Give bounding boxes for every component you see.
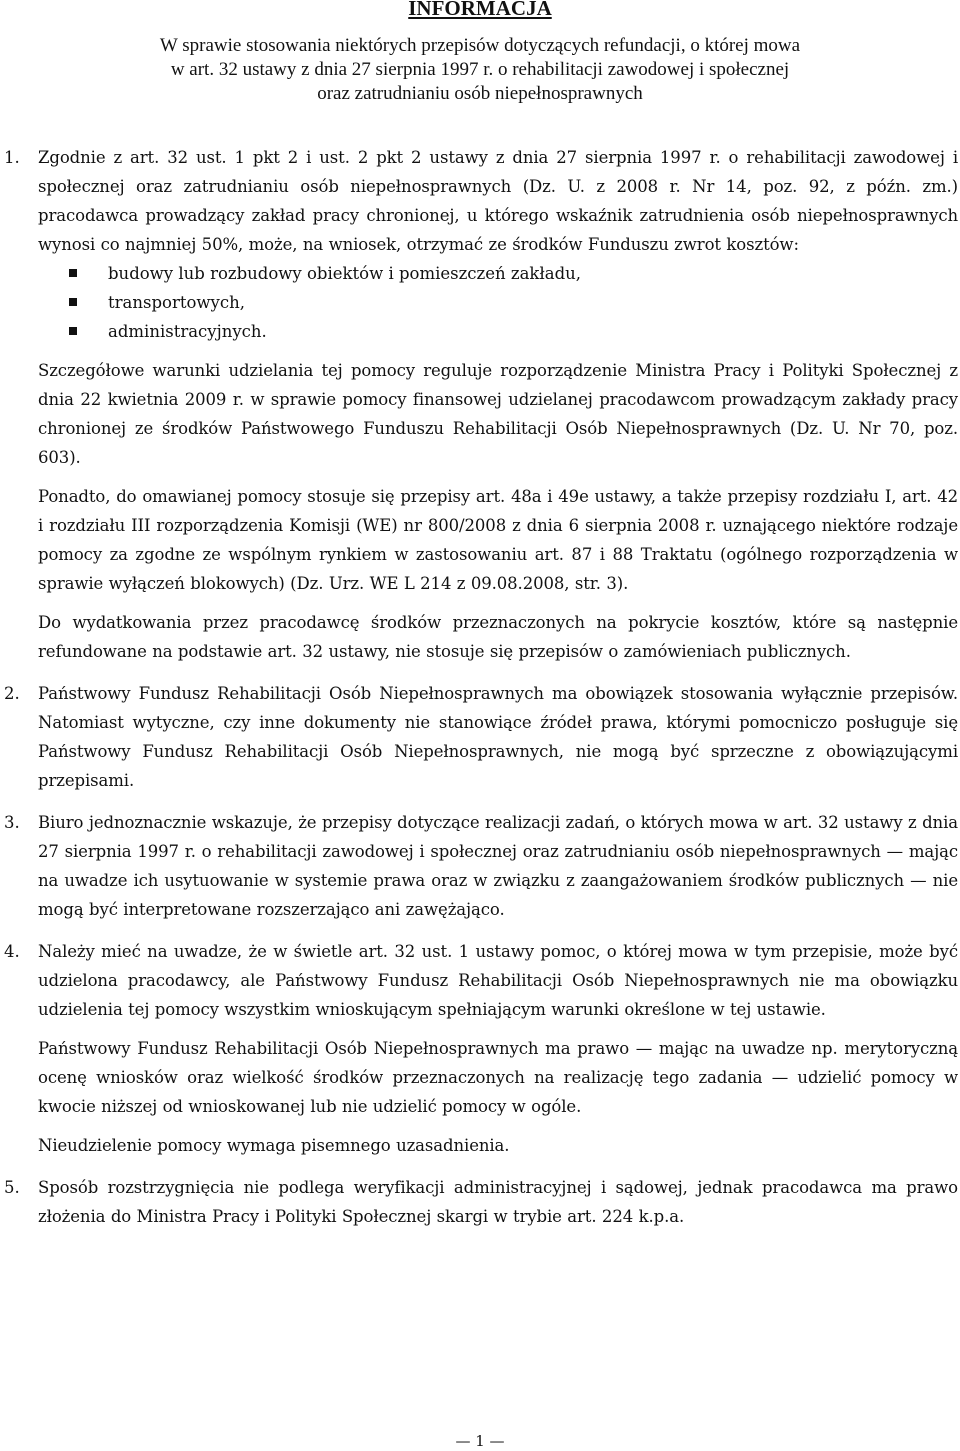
paragraph: Do wydatkowania przez pracodawcę środków przeznaczonych na pokrycie kosztów, które są następnie refundowane na podstawie art. 32 ustawy, nie stosuje się przepisów o zamówieniach publicznych. (38, 613, 958, 661)
list-item-text: administracyjnych. (108, 322, 267, 341)
paragraph: Biuro jednoznacznie wskazuje, że przepisy dotyczące realizacji zadań, o których mowa w art. 32 ustawy z dnia 27 sierpnia 1997 r. o rehabilitacji zawodowej i społecznej oraz zatrudnianiu osób niepełnosprawnych — mając na uwadze ich usytuowanie w systemie prawa oraz w związku z zaangażowaniem środków publicznych — nie mogą być interpretowane rozszerzająco ani zawężająco. (38, 813, 958, 919)
paragraph: Sposób rozstrzygnięcia nie podlega weryfikacji administracyjnej i sądowej, jednak pracodawca ma prawo złożenia do Ministra Pracy i Polityki Społecznej skargi w trybie art. 224 k.p.a. (38, 1178, 958, 1226)
section-1 (0, 143, 960, 666)
paragraph: Szczegółowe warunki udzielania tej pomocy reguluje rozporządzenie Ministra Pracy i Polityki Społecznej z dnia 22 kwietnia 2009 r. w sprawie pomocy finansowej udzielanej pracodawcom prowadzącym zakłady pracy chronionej ze środków Państwowego Funduszu Rehabilitacji Osób Niepełnosprawnych (Dz. U. Nr 70, poz. 603). (38, 361, 958, 467)
paragraph: Nieudzielenie pomocy wymaga pisemnego uzasadnienia. (38, 1136, 510, 1155)
paragraph: Zgodnie z art. 32 ust. 1 pkt 2 i ust. 2 pkt 2 ustawy z dnia 27 sierpnia 1997 r. o rehabilitacji zawodowej i społecznej oraz zatrudnianiu osób niepełnosprawnych (Dz. U. z 2008 r. Nr 14, poz. 92, z późn. zm.) pracodawca prowadzący zakład pracy chronionej, u którego wskaźnik zatrudnienia osób niepełnosprawnych wynosi co najmniej 50%, może, na wniosek, otrzymać ze środków Funduszu zwrot kosztów: (38, 148, 958, 254)
section-2 (0, 679, 960, 795)
section-number: 2. (4, 684, 20, 703)
list-item-text: budowy lub rozbudowy obiektów i pomieszczeń zakładu, (108, 264, 582, 283)
paragraph: Państwowy Fundusz Rehabilitacji Osób Niepełnosprawnych ma prawo — mając na uwadze np. merytoryczną ocenę wniosków oraz wielkość środków przeznaczonych na realizację tego zadania — udzielić pomocy w kwocie niższej od wnioskowanej lub nie udzielić pomocy w ogóle. (38, 1039, 958, 1116)
list-item (69, 288, 958, 317)
paragraph: Należy mieć na uwadze, że w świetle art. 32 ust. 1 ustawy pomoc, o której mowa w tym przepisie, może być udzielona pracodawcy, ale Państwowy Fundusz Rehabilitacji Osób Niepełnosprawnych nie ma obowiązku udzielenia tej pomocy wszystkim wnioskującym spełniającym warunki określone w tej ustawie. (38, 942, 958, 1019)
paragraph: Państwowy Fundusz Rehabilitacji Osób Niepełnosprawnych ma obowiązek stosowania wyłącznie przepisów. Natomiast wytyczne, czy inne dokumenty nie stanowiące źródeł prawa, którymi pomocniczo posługuje się Państwowy Fundusz Rehabilitacji Osób Niepełnosprawnych, nie mogą być sprzeczne z obowiązującymi przepisami. (38, 684, 958, 790)
list-item (69, 259, 958, 288)
document-subtitle (60, 34, 900, 106)
square-bullet-icon (69, 298, 77, 306)
section-number: 4. (4, 942, 20, 961)
section-4 (0, 937, 960, 1160)
list-item-text: transportowych, (108, 293, 245, 312)
document-body (0, 143, 960, 1231)
subtitle-line: oraz zatrudnianiu osób niepełnosprawnych (317, 83, 643, 104)
square-bullet-icon (69, 269, 77, 277)
section-number: 3. (4, 813, 20, 832)
subtitle-line: W sprawie stosowania niektórych przepisów dotyczących refundacji, o której mowa (159, 35, 801, 56)
page-number: — 1 — (455, 1432, 505, 1450)
paragraph: Ponadto, do omawianej pomocy stosuje się przepisy art. 48a i 49e ustawy, a także przepisy rozdziału I, art. 42 i rozdziału III rozporządzenia Komisji (WE) nr 800/2008 z dnia 6 sierpnia 2008 r. uznającego niektóre rodzaje pomocy za zgodne ze wspólnym rynkiem w zastosowaniu art. 87 i 88 Traktatu (ogólnego rozporządzenia w sprawie wyłączeń blokowych) (Dz. Urz. WE L 214 z 09.08.2008, str. 3). (38, 487, 958, 593)
list-item (69, 317, 958, 346)
cost-list (38, 259, 958, 346)
section-3 (0, 808, 960, 924)
section-number: 5. (4, 1178, 20, 1197)
document-title: INFORMACJA (408, 0, 552, 20)
section-number: 1. (4, 148, 20, 167)
subtitle-line: w art. 32 ustawy z dnia 27 sierpnia 1997 r. o rehabilitacji zawodowej i społecznej (170, 59, 790, 80)
section-5 (0, 1173, 960, 1231)
square-bullet-icon (69, 327, 77, 335)
